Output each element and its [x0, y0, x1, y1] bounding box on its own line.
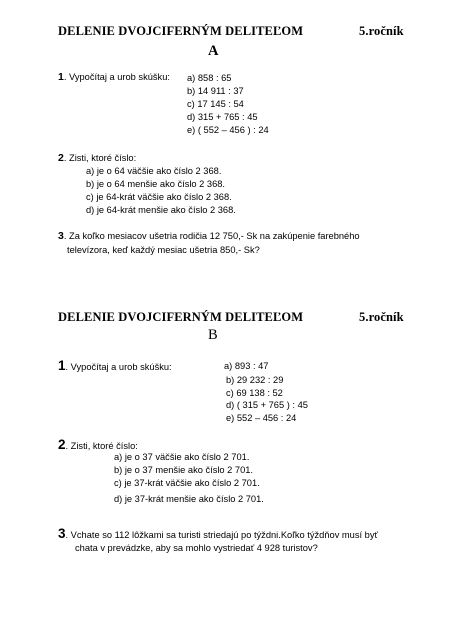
task1-b: [58, 358, 172, 373]
task2-b-item-c: c) je 37-krát väčšie ako číslo 2 701.: [114, 478, 260, 488]
title-a: DELENIE DVOJCIFERNÝM DELITEĽOM: [58, 24, 304, 38]
grade-a: 5.ročník: [359, 24, 404, 38]
task2-b-item-b: b) je o 37 menšie ako číslo 2 701.: [114, 465, 254, 475]
task3-a-line2: televízora, keď každý mesiac ušetria 850,- Sk?: [67, 245, 260, 255]
task1-a-item-c: c) 17 145 : 54: [187, 99, 244, 109]
task2-b: [58, 437, 138, 452]
task-number: 3: [58, 526, 66, 541]
variant-label-b: B: [208, 327, 218, 343]
task-number: 2: [58, 152, 64, 164]
task1-a: [58, 71, 170, 83]
task-text: . Vypočítaj a urob skúšku:: [63, 72, 170, 82]
task1-a-item-e: e) ( 552 – 456 ) : 24: [187, 125, 269, 135]
task2-b-item-a: a) je o 37 väčšie ako číslo 2 701.: [114, 452, 250, 462]
task-number: 3: [58, 230, 64, 242]
task-number: 1: [58, 71, 64, 83]
task-text: . Zisti, ktoré číslo:: [63, 153, 137, 163]
title-b: DELENIE DVOJCIFERNÝM DELITEĽOM: [58, 310, 304, 324]
task1-b-item-a: a) 893 : 47: [224, 361, 269, 371]
task2-a-item-b: b) je o 64 menšie ako číslo 2 368.: [86, 179, 226, 189]
task-text: . Za koľko mesiacov ušetria rodičia 12 750,- Sk na zakúpenie farebného: [63, 231, 360, 241]
task-text: . Zisti, ktoré číslo:: [65, 441, 138, 451]
task3-b-line2: chata v prevádzke, aby sa mohlo vystriedať 4 928 turistov?: [75, 543, 318, 553]
task1-b-item-d: d) ( 315 + 765 ) : 45: [226, 400, 308, 410]
task-number: 1: [58, 358, 66, 373]
task-text: . Vchate so 112 lôžkami sa turisti striedajú po týždni.Koľko týždňov musí byť: [65, 530, 378, 540]
task3-a-line1: [58, 230, 360, 242]
variant-label-a: A: [208, 43, 219, 59]
task2-a-item-c: c) je 64-krát väčšie ako číslo 2 368.: [86, 192, 232, 202]
task1-b-item-c: c) 69 138 : 52: [226, 388, 283, 398]
task1-b-item-e: e) 552 – 456 : 24: [226, 413, 297, 423]
task2-b-item-d: d) je 37-krát menšie ako číslo 2 701.: [114, 494, 264, 504]
grade-b: 5.ročník: [359, 310, 404, 324]
task-number: 2: [58, 437, 66, 452]
task3-b-line1: [58, 526, 378, 541]
task1-a-item-d: d) 315 + 765 : 45: [187, 112, 258, 122]
task1-a-item-a: a) 858 : 65: [187, 73, 232, 83]
task2-a: [58, 152, 136, 164]
task2-a-item-a: a) je o 64 väčšie ako číslo 2 368.: [86, 166, 222, 176]
task-text: . Vypočítaj a urob skúšku:: [65, 362, 172, 372]
task1-b-item-b: b) 29 232 : 29: [226, 375, 284, 385]
task2-a-item-d: d) je 64-krát menšie ako číslo 2 368.: [86, 205, 236, 215]
task1-a-item-b: b) 14 911 : 37: [187, 86, 244, 96]
